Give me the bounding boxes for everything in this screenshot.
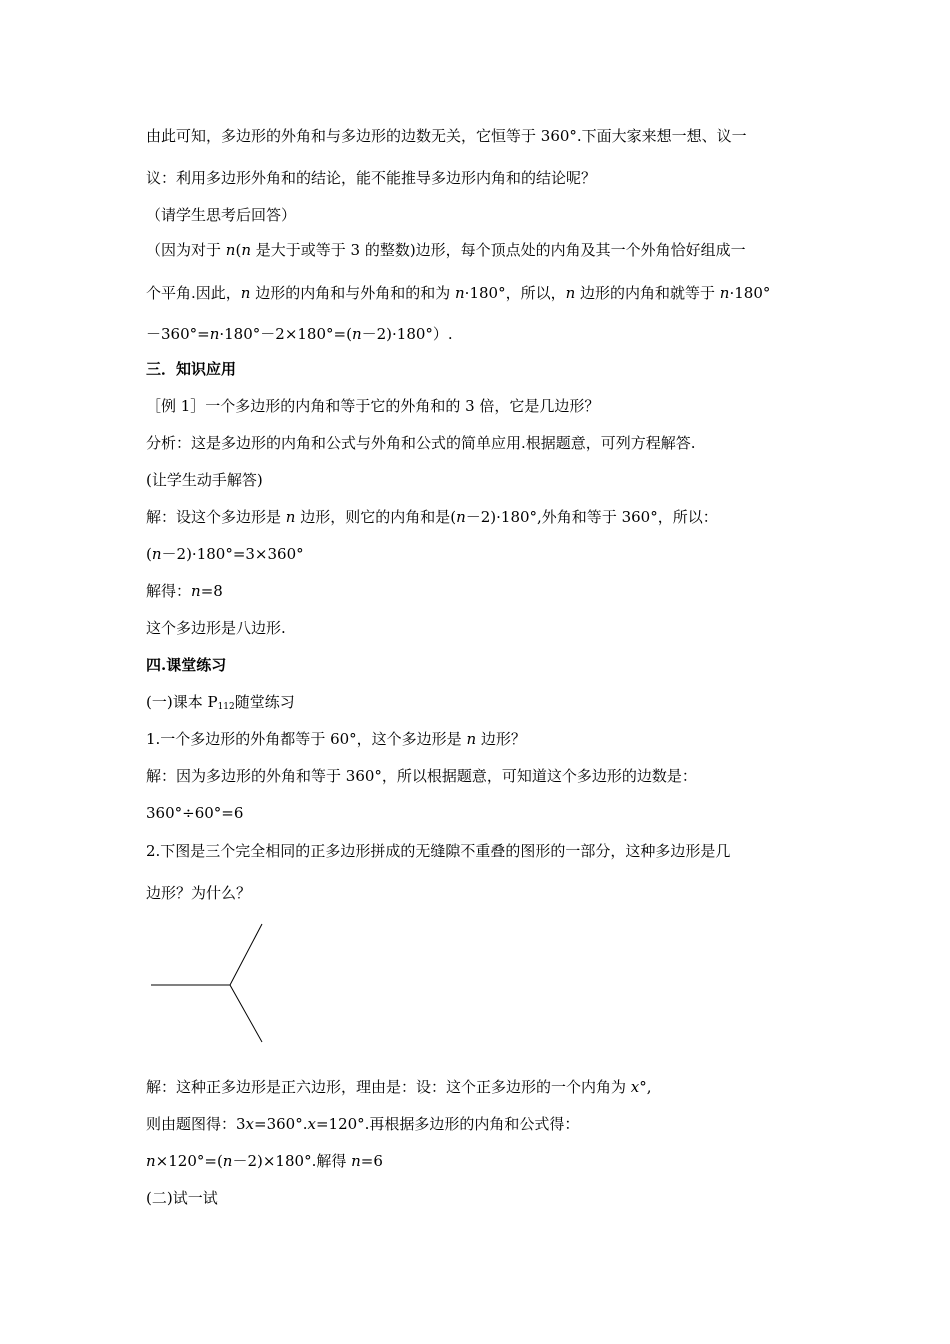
subsection-heading: (一)课本 $P_{112}$随堂练习	[146, 693, 295, 712]
paragraph-line: 个平角.因此，n 边形的内角和与外角和的和为 n·180°，所以，n 边形的内角和就等于 n·180°	[146, 284, 771, 302]
question-line: 2.下图是三个完全相同的正多边形拼成的无缝隙不重叠的图形的一部分，这种多边形是几	[146, 842, 731, 860]
figure-edge-lower	[230, 985, 262, 1042]
section-heading: 三．知识应用	[146, 360, 237, 378]
equation-line: (n－2)·180°=3×360°	[146, 545, 304, 563]
figure-edge-upper	[230, 924, 262, 985]
solution-line: 解：因为多边形的外角和等于 360°，所以根据题意，可知道这个多边形的边数是：	[146, 767, 697, 785]
subsection-heading: (二)试一试	[146, 1189, 218, 1207]
paragraph-line: 由此可知，多边形的外角和与多边形的边数无关，它恒等于 360°.下面大家来想一想、议一	[146, 127, 747, 145]
analysis-text: 分析：这是多边形的内角和公式与外角和公式的简单应用.根据题意，可列方程解答.	[146, 434, 696, 452]
equation-line: 360°÷60°=6	[146, 804, 244, 822]
conclusion-line: 这个多边形是八边形.	[146, 619, 286, 637]
paragraph-line: （请学生思考后回答）	[146, 206, 297, 224]
paragraph-line: （因为对于 n(n 是大于或等于 3 的整数)边形，每个顶点处的内角及其一个外角恰好组成一	[146, 241, 746, 259]
solution-line: 解：设这个多边形是 n 边形，则它的内角和是(n－2)·180°,外角和等于 360°，所以：	[146, 508, 718, 526]
question-line: 边形？为什么？	[146, 884, 252, 902]
solution-line: n×120°=(n－2)×180°.解得 n=6	[146, 1152, 383, 1170]
question-line: 1.一个多边形的外角都等于 60°，这个多边形是 n 边形？	[146, 730, 526, 748]
solution-line: 解：这种正多边形是正六边形，理由是：设：这个正多边形的一个内角为 x°,	[146, 1078, 652, 1096]
three-polygons-figure	[140, 915, 280, 1055]
paragraph-line: (让学生动手解答)	[146, 471, 263, 489]
paragraph-line: －360°=n·180°－2×180°=(n－2)·180°）.	[146, 325, 453, 343]
section-heading: 四.课堂练习	[146, 656, 227, 674]
example-statement: ［例 1］一个多边形的内角和等于它的外角和的 3 倍，它是几边形？	[146, 397, 600, 415]
solution-line: 则由题图得：3x=360°.x=120°.再根据多边形的内角和公式得：	[146, 1115, 580, 1133]
paragraph-line: 议：利用多边形外角和的结论，能不能推导多边形内角和的结论呢？	[146, 169, 597, 187]
solution-line: 解得：n=8	[146, 582, 223, 600]
